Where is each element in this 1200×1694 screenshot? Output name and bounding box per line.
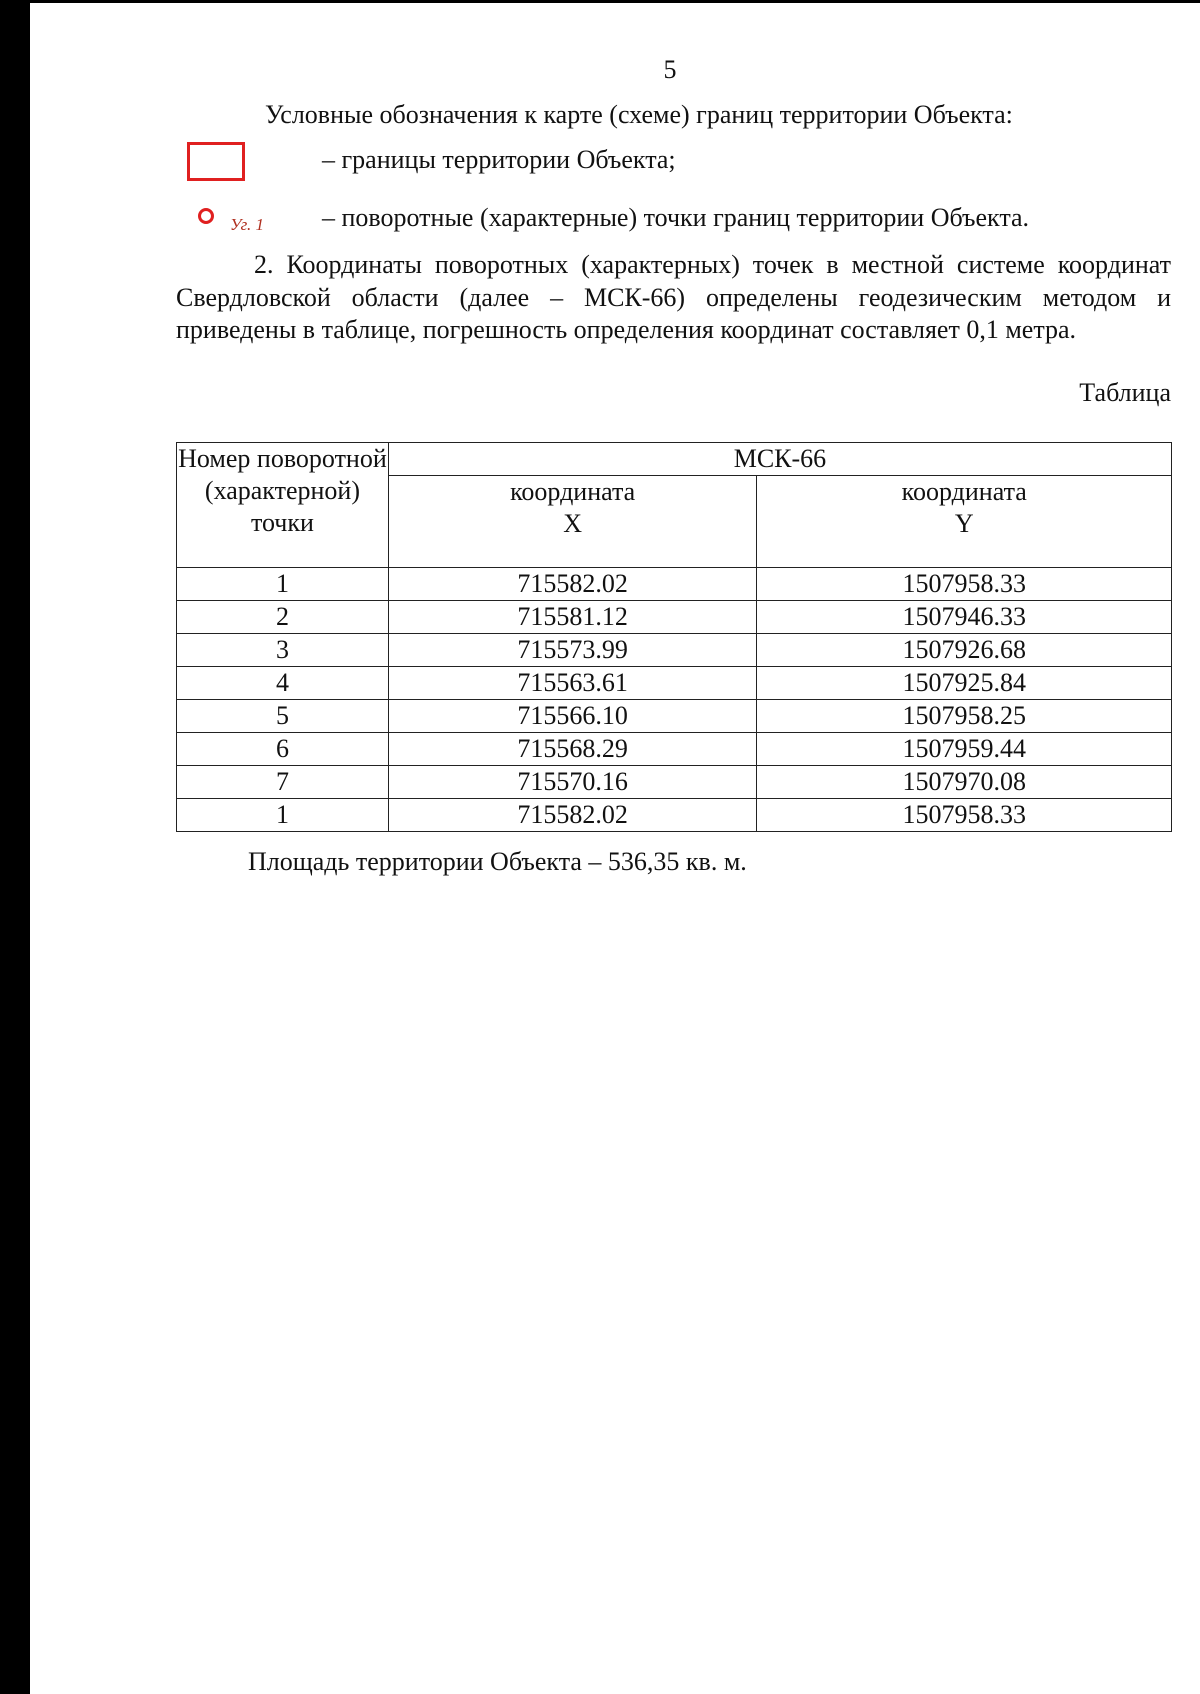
legend-boundary-text: – границы территории Объекта; xyxy=(322,145,676,174)
table-row xyxy=(177,700,1172,733)
cell-y: 1507958.25 xyxy=(757,700,1172,733)
table-row xyxy=(177,634,1172,667)
scan-top-border xyxy=(30,0,1200,3)
legend-title: Условные обозначения к карте (схеме) границ территории Объекта: xyxy=(265,100,1013,129)
boundary-rectangle-icon xyxy=(187,142,245,181)
cell-y: 1507958.33 xyxy=(757,799,1172,832)
cell-x: 715568.29 xyxy=(388,733,757,766)
table-row xyxy=(177,568,1172,601)
coordinates-table xyxy=(176,442,1172,832)
coordinates-paragraph: 2. Координаты поворотных (характерных) точек в местной системе координат Свердловской области (далее – МСК-66) определены геодезическим методом и приведены в таблице, погрешность определения координат составляет 0,1 метра. xyxy=(176,250,1171,344)
cell-y: 1507925.84 xyxy=(757,667,1172,700)
table-header-row xyxy=(177,443,1172,476)
cell-n: 1 xyxy=(177,799,389,832)
header-y xyxy=(757,476,1172,568)
header-x-line1: координата xyxy=(510,477,636,506)
cell-x: 715563.61 xyxy=(388,667,757,700)
header-x xyxy=(388,476,757,568)
table-row xyxy=(177,799,1172,832)
cell-y: 1507959.44 xyxy=(757,733,1172,766)
area-text: Площадь территории Объекта – 536,35 кв. м. xyxy=(248,847,747,876)
cell-n: 2 xyxy=(177,601,389,634)
cell-n: 6 xyxy=(177,733,389,766)
cell-n: 4 xyxy=(177,667,389,700)
table-caption: Таблица xyxy=(1079,378,1171,407)
header-y-line2: Y xyxy=(954,509,974,538)
cell-x: 715581.12 xyxy=(388,601,757,634)
cell-y: 1507958.33 xyxy=(757,568,1172,601)
table-row xyxy=(177,766,1172,799)
cell-y: 1507970.08 xyxy=(757,766,1172,799)
header-y-line1: координата xyxy=(901,477,1027,506)
cell-x: 715566.10 xyxy=(388,700,757,733)
header-coordinate-system: МСК-66 xyxy=(388,443,1171,476)
cell-n: 7 xyxy=(177,766,389,799)
cell-x: 715582.02 xyxy=(388,799,757,832)
table-row xyxy=(177,667,1172,700)
page-number: 5 xyxy=(663,55,677,84)
cell-x: 715582.02 xyxy=(388,568,757,601)
turning-point-circle-icon xyxy=(198,208,214,224)
cell-n: 5 xyxy=(177,700,389,733)
table-row xyxy=(177,733,1172,766)
cell-y: 1507946.33 xyxy=(757,601,1172,634)
cell-x: 715570.16 xyxy=(388,766,757,799)
cell-y: 1507926.68 xyxy=(757,634,1172,667)
legend-point-label: Уг. 1 xyxy=(230,215,264,234)
header-x-line2: X xyxy=(563,509,583,538)
cell-x: 715573.99 xyxy=(388,634,757,667)
cell-n: 3 xyxy=(177,634,389,667)
cell-n: 1 xyxy=(177,568,389,601)
scan-left-border xyxy=(0,0,30,1694)
header-point-number: Номер поворотной (характерной) точки xyxy=(177,443,389,568)
legend-point-text: – поворотные (характерные) точки границ территории Объекта. xyxy=(322,203,1030,232)
table-row xyxy=(177,601,1172,634)
